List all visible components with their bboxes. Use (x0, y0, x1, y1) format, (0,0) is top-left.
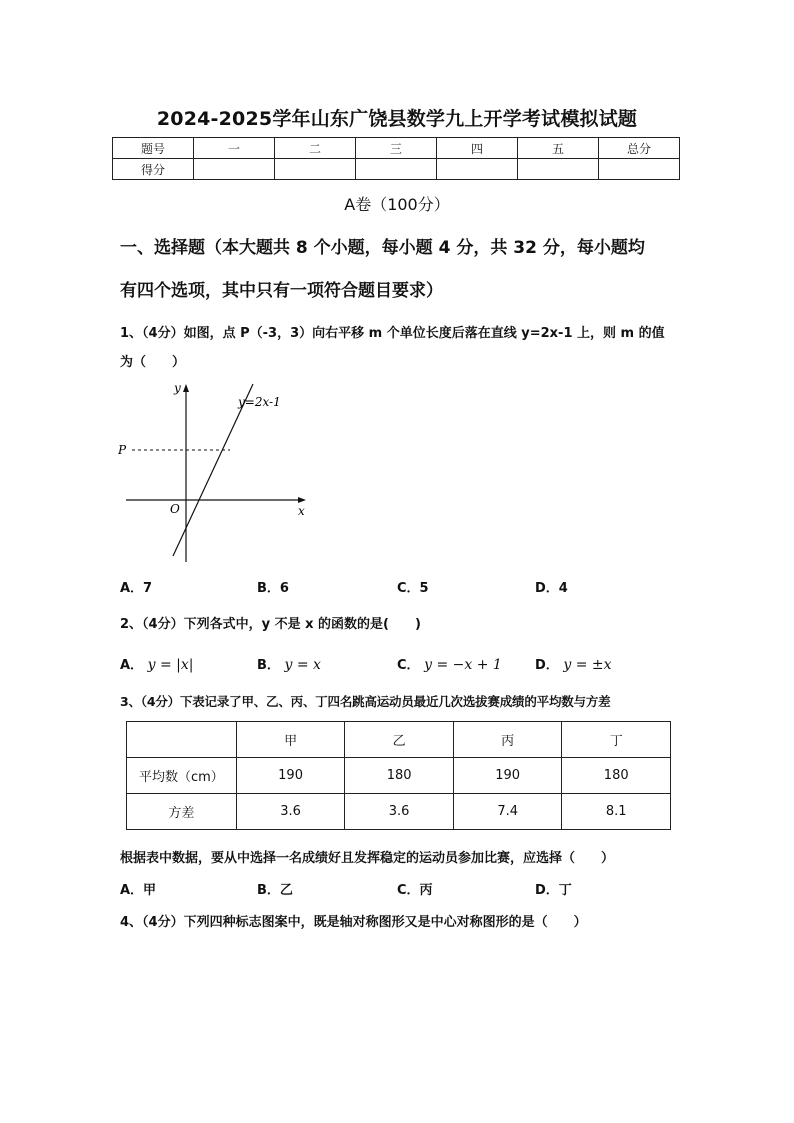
q1-option-a[interactable]: A．7 (120, 581, 153, 596)
q3-cell: 7.4 (453, 794, 562, 830)
q3-header-row (127, 722, 671, 758)
q3-stem: 3、（4分）下表记录了甲、乙、丙、丁四名跳高运动员最近几次选拔赛成绩的平均数与方差 (120, 694, 611, 709)
q3-cell: 3.6 (345, 794, 454, 830)
score-blank[interactable] (518, 159, 599, 180)
part1-heading-line2: 有四个选项，其中只有一项符合题目要求） (120, 281, 443, 301)
score-blank[interactable] (194, 159, 275, 180)
score-cell: 总分 (599, 138, 680, 159)
q4-stem: 4、（4分）下列四种标志图案中，既是轴对称图形又是中心对称图形的是（ ） (120, 915, 587, 930)
q3-cell: 3.6 (236, 794, 345, 830)
line-label: y=2x-1 (238, 395, 281, 409)
q3-header-cell: 丙 (453, 722, 562, 758)
score-header-row (113, 138, 680, 159)
score-cell: 得分 (113, 159, 194, 180)
score-blank[interactable] (275, 159, 356, 180)
origin-label: O (170, 502, 180, 516)
q3-header-cell: 乙 (345, 722, 454, 758)
q1-option-d[interactable]: D．4 (535, 581, 568, 596)
q1-option-b[interactable]: B．6 (257, 581, 289, 596)
score-blank[interactable] (599, 159, 680, 180)
y-axis-label: y (174, 381, 181, 395)
q2-option-b-math: y = x (284, 657, 321, 673)
q2-option-a-letter: A． (120, 658, 144, 673)
y-axis-arrow (183, 384, 189, 392)
q1-stem-cont: 为（ ） (120, 355, 186, 370)
q3-row-mean (127, 758, 671, 794)
score-blank[interactable] (356, 159, 437, 180)
q3-option-a[interactable]: A．甲 (120, 883, 157, 898)
q2-option-d[interactable] (535, 654, 612, 673)
score-input-row (113, 159, 680, 180)
q3-row-label: 方差 (127, 794, 237, 830)
q2-option-d-letter: D． (535, 658, 559, 673)
q2-option-d-math: y = ±x (563, 657, 612, 673)
x-axis-label: x (298, 504, 305, 518)
q3-followup: 根据表中数据，要从中选择一名成绩好且发挥稳定的运动员参加比赛，应选择（ ） (120, 851, 615, 866)
p-label: P (118, 443, 127, 457)
q2-option-c[interactable] (397, 654, 502, 673)
score-cell: 四 (437, 138, 518, 159)
x-axis-arrow (298, 497, 306, 503)
score-cell: 题号 (113, 138, 194, 159)
page-title: 2024-2025学年山东广饶县数学九上开学考试模拟试题 (156, 108, 638, 130)
q1-stem: 1、（4分）如图，点 P（-3，3）向右平移 m 个单位长度后落在直线 y=2x-1 上，则 m 的值 (120, 326, 665, 341)
q2-option-b[interactable] (257, 654, 321, 673)
q3-header-cell (127, 722, 237, 758)
score-cell: 三 (356, 138, 437, 159)
q3-option-c[interactable]: C．丙 (397, 883, 433, 898)
q2-stem: 2、（4分）下列各式中，y 不是 x 的函数的是( ) (120, 617, 421, 632)
score-table (112, 137, 680, 180)
section-a-title: A卷（100分） (344, 195, 450, 214)
q2-option-a[interactable] (120, 654, 193, 673)
q3-option-b[interactable]: B．乙 (257, 883, 293, 898)
score-blank[interactable] (437, 159, 518, 180)
q3-cell: 180 (562, 758, 671, 794)
q3-header-cell: 丁 (562, 722, 671, 758)
q2-option-a-math: y = |x| (147, 657, 194, 673)
score-cell: 二 (275, 138, 356, 159)
q3-option-d[interactable]: D．丁 (535, 883, 572, 898)
q3-cell: 8.1 (562, 794, 671, 830)
q2-option-b-letter: B． (257, 658, 280, 673)
q3-cell: 190 (453, 758, 562, 794)
q1-option-c[interactable]: C．5 (397, 581, 429, 596)
part1-heading-line1: 一、选择题（本大题共 8 个小题，每小题 4 分，共 32 分，每小题均 (120, 238, 645, 258)
q3-row-label: 平均数（cm） (127, 758, 237, 794)
score-cell: 五 (518, 138, 599, 159)
score-cell: 一 (194, 138, 275, 159)
q2-option-c-letter: C． (397, 658, 420, 673)
line-y-2x-1 (173, 384, 253, 556)
q3-data-table (126, 721, 671, 830)
q1-graph (118, 378, 318, 568)
q2-option-c-math: y = −x + 1 (424, 657, 502, 673)
q3-cell: 190 (236, 758, 345, 794)
q3-header-cell: 甲 (236, 722, 345, 758)
q3-row-variance (127, 794, 671, 830)
q3-cell: 180 (345, 758, 454, 794)
